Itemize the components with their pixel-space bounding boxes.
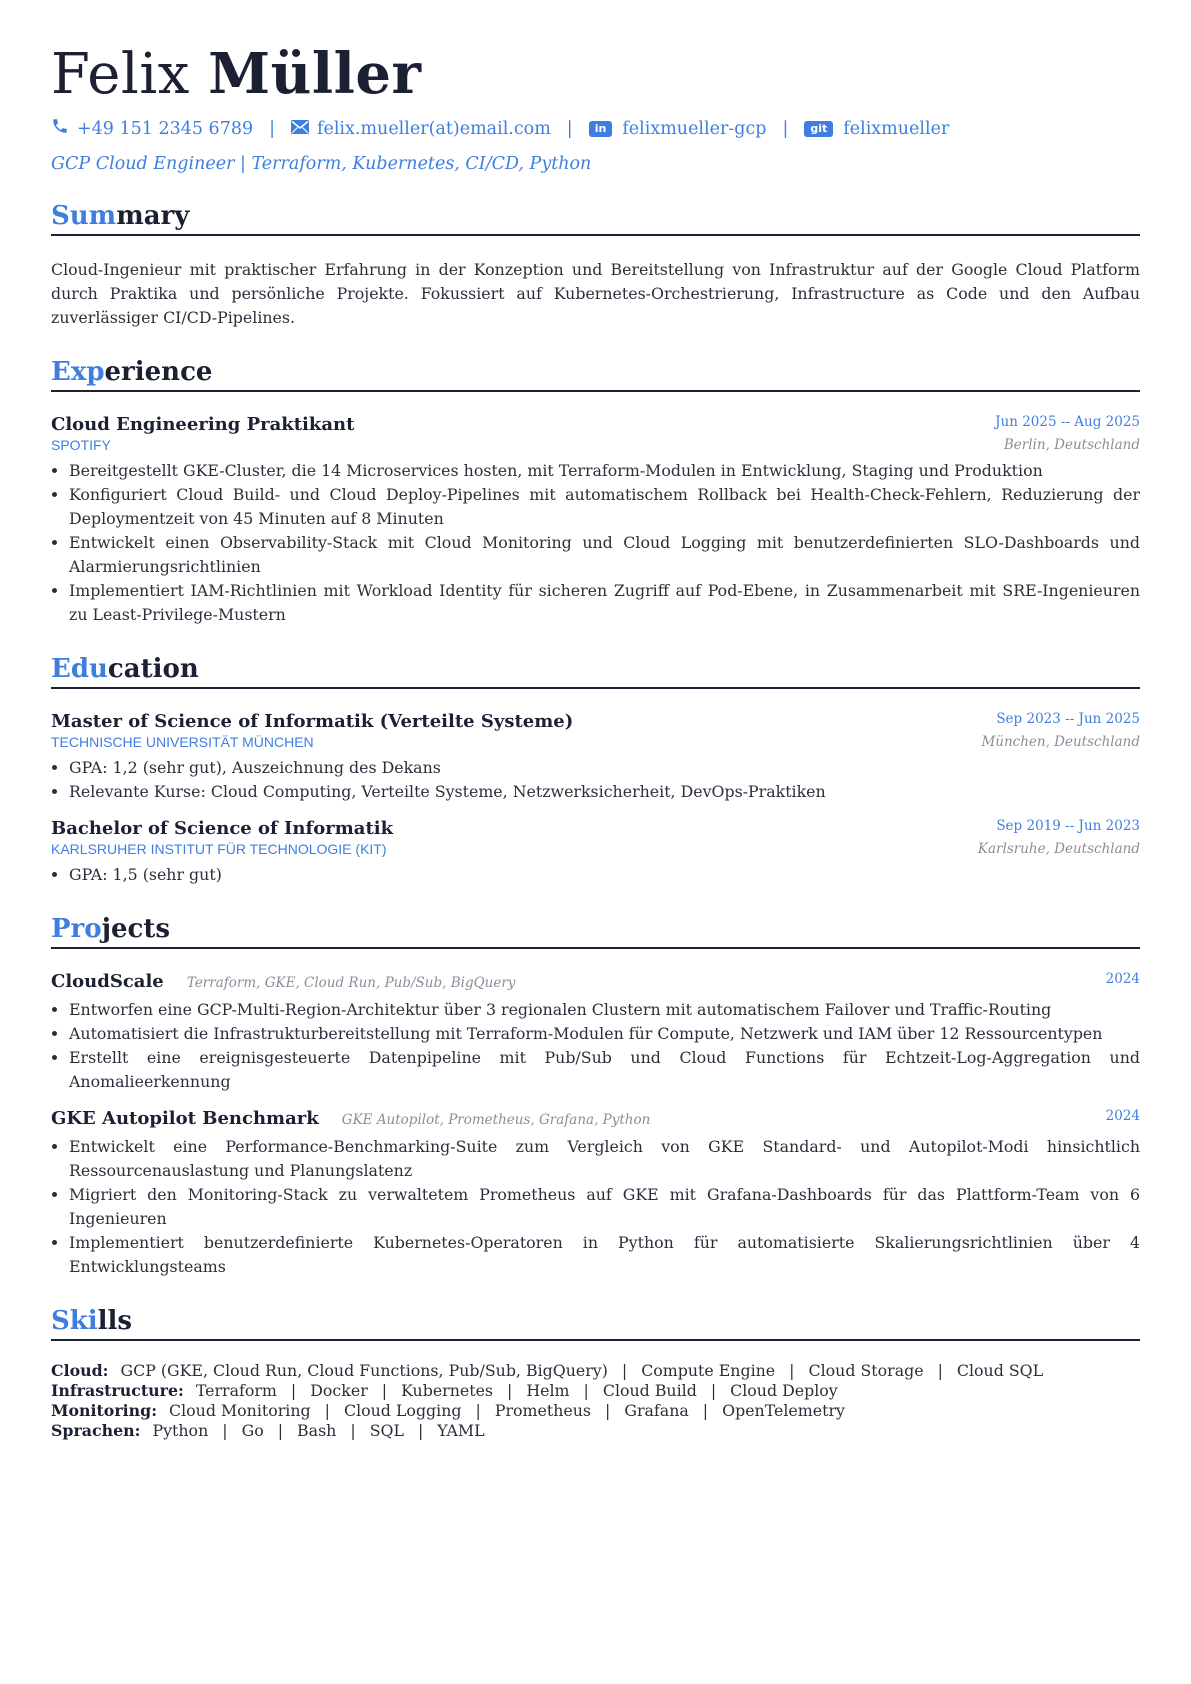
section-title: Projects bbox=[51, 913, 1140, 949]
skill-category: Monitoring: bbox=[51, 1401, 158, 1420]
skill-item: | SQL bbox=[336, 1421, 404, 1441]
date-range: Sep 2023 -- Jun 2025 bbox=[996, 711, 1140, 727]
git-icon: git bbox=[804, 121, 833, 137]
skill-item: | Cloud Storage bbox=[775, 1361, 923, 1381]
skill-item: | Cloud Build bbox=[570, 1381, 697, 1401]
bullet-item: • Implementiert benutzerdefinierte Kubernetes-Operatoren in Python für automatisierte Skalierungsrichtlinien über 4 Entwicklungsteams bbox=[69, 1231, 1140, 1279]
location: Berlin, Deutschland bbox=[1003, 437, 1140, 453]
bullet-item: • Migriert den Monitoring-Stack zu verwaltetem Prometheus auf GKE mit Grafana-Dashboards für das Plattform-Team von 6 Ingenieuren bbox=[69, 1183, 1140, 1231]
separator: | bbox=[566, 118, 573, 139]
separator: | bbox=[782, 118, 789, 139]
summary-text: Cloud-Ingenieur mit praktischer Erfahrung in der Konzeption und Bereitstellung von Infrastruktur auf der Google Cloud Platform durch Praktika und persönliche Projekte. Fokussiert auf Kubernetes-Orchestrierung, Infrastructure as Code und den Aufbau zuverlässiger CI/CD-Pipelines. bbox=[51, 260, 1140, 327]
project-year: 2024 bbox=[1105, 1108, 1140, 1124]
skill-row bbox=[51, 1381, 1140, 1401]
section-title: Summary bbox=[51, 200, 1140, 236]
projects-section bbox=[51, 913, 1140, 1279]
project-entry bbox=[51, 1108, 1140, 1279]
bullet-item: • Automatisiert die Infrastrukturbereitstellung mit Terraform-Modulen für Compute, Netzwerk und IAM über 12 Ressourcentypen bbox=[69, 1022, 1140, 1046]
skill-category: Sprachen: bbox=[51, 1421, 141, 1440]
github-contact[interactable] bbox=[804, 119, 949, 139]
bullet-item: • Entwickelt eine Performance-Benchmarking-Suite zum Vergleich von GKE Standard- und Autopilot-Modi hinsichtlich Ressourcenauslastung und Planungslatenz bbox=[69, 1135, 1140, 1183]
skill-item: | Cloud Deploy bbox=[697, 1381, 838, 1401]
skill-item: Terraform bbox=[195, 1381, 277, 1400]
skill-item: | Cloud SQL bbox=[924, 1361, 1044, 1381]
skill-item: | YAML bbox=[404, 1421, 485, 1441]
bullet-item: • Implementiert IAM-Richtlinien mit Workload Identity für sicheren Zugriff auf Pod-Ebene, in Zusammenarbeit mit SRE-Ingenieuren zu Least-Privilege-Mustern bbox=[69, 579, 1140, 627]
skill-item: | Prometheus bbox=[462, 1401, 592, 1421]
skill-row bbox=[51, 1361, 1140, 1381]
bullet-item: • Entworfen eine GCP-Multi-Region-Architektur über 3 regionalen Clustern mit automatischem Failover und Traffic-Routing bbox=[69, 998, 1140, 1022]
project-entry bbox=[51, 971, 1140, 1094]
location: Karlsruhe, Deutschland bbox=[977, 841, 1140, 857]
skill-item: | Grafana bbox=[591, 1401, 689, 1421]
linkedin-icon: in bbox=[589, 121, 613, 137]
email-address: felix.mueller(at)email.com bbox=[317, 118, 551, 139]
skills-list bbox=[51, 1361, 1140, 1441]
skill-item: | Helm bbox=[493, 1381, 569, 1401]
skill-row bbox=[51, 1421, 1140, 1441]
tech-stack: GKE Autopilot, Prometheus, Grafana, Python bbox=[341, 1112, 651, 1128]
education-entry bbox=[51, 818, 1140, 887]
envelope-icon bbox=[291, 119, 309, 139]
date-range: Sep 2019 -- Jun 2023 bbox=[996, 818, 1140, 834]
skill-item: | OpenTelemetry bbox=[689, 1401, 845, 1421]
project-year: 2024 bbox=[1105, 971, 1140, 987]
bullet-item: • Erstellt eine ereignisgesteuerte Datenpipeline mit Pub/Sub und Cloud Functions für Echtzeit-Log-Aggregation und Anomalieerkennung bbox=[69, 1046, 1140, 1094]
skill-row bbox=[51, 1401, 1140, 1421]
candidate-name bbox=[51, 38, 1140, 111]
skill-item: GCP (GKE, Cloud Run, Cloud Functions, Pub/Sub, BigQuery) bbox=[120, 1361, 608, 1380]
date-range: Jun 2025 -- Aug 2025 bbox=[995, 414, 1140, 430]
bullet-list bbox=[51, 756, 1140, 804]
last-name: Müller bbox=[208, 41, 422, 107]
skill-item: | Go bbox=[208, 1421, 263, 1441]
experience-entry bbox=[51, 414, 1140, 627]
phone-contact[interactable] bbox=[51, 117, 253, 140]
linkedin-handle: felixmueller-gcp bbox=[622, 118, 767, 139]
degree-title: Bachelor of Science of Informatik bbox=[51, 818, 394, 839]
skill-item: | Cloud Logging bbox=[311, 1401, 462, 1421]
linkedin-contact[interactable] bbox=[589, 119, 767, 139]
skill-category: Infrastructure: bbox=[51, 1381, 184, 1400]
bullet-item: • Konfiguriert Cloud Build- und Cloud Deploy-Pipelines mit automatischem Rollback bei Health-Check-Fehlern, Reduzierung der Deploymentzeit von 45 Minuten auf 8 Minuten bbox=[69, 483, 1140, 531]
experience-section bbox=[51, 356, 1140, 627]
bullet-list bbox=[51, 459, 1140, 627]
bullet-item: • Bereitgestellt GKE-Cluster, die 14 Microservices hosten, mit Terraform-Modulen in Entwicklung, Staging und Produktion bbox=[69, 459, 1140, 483]
skill-item: | Bash bbox=[264, 1421, 337, 1441]
tech-stack: Terraform, GKE, Cloud Run, Pub/Sub, BigQuery bbox=[186, 975, 516, 991]
job-title: Cloud Engineering Praktikant bbox=[51, 414, 355, 435]
skill-item: | Kubernetes bbox=[368, 1381, 493, 1401]
degree-title: Master of Science of Informatik (Verteilte Systeme) bbox=[51, 711, 574, 732]
skill-item: Cloud Monitoring bbox=[169, 1401, 311, 1420]
bullet-list bbox=[51, 863, 1140, 887]
skill-item: Python bbox=[152, 1421, 209, 1440]
project-title: CloudScale bbox=[51, 971, 164, 992]
section-title: Skills bbox=[51, 1305, 1140, 1341]
bullet-item: • Relevante Kurse: Cloud Computing, Verteilte Systeme, Netzwerksicherheit, DevOps-Praktiken bbox=[69, 780, 1140, 804]
education-entry bbox=[51, 711, 1140, 804]
education-section bbox=[51, 653, 1140, 887]
phone-icon bbox=[51, 117, 69, 140]
bullet-item: • Entwickelt einen Observability-Stack mit Cloud Monitoring und Cloud Logging mit benutzerdefinierten SLO-Dashboards und Alarmierungsrichtlinien bbox=[69, 531, 1140, 579]
section-title: Experience bbox=[51, 356, 1140, 392]
company-name: SPOTIFY bbox=[51, 437, 111, 453]
project-title: GKE Autopilot Benchmark bbox=[51, 1108, 319, 1129]
skill-item: | Docker bbox=[277, 1381, 368, 1401]
skill-item: | Compute Engine bbox=[608, 1361, 775, 1381]
github-handle: felixmueller bbox=[843, 118, 950, 139]
summary-section bbox=[51, 200, 1140, 330]
contact-line bbox=[51, 117, 1140, 140]
email-contact[interactable] bbox=[291, 119, 551, 139]
bullet-list bbox=[51, 998, 1140, 1094]
institution-name: KARLSRUHER INSTITUT FÜR TECHNOLOGIE (KIT) bbox=[51, 841, 387, 857]
phone-number: +49 151 2345 6789 bbox=[77, 118, 254, 139]
section-title: Education bbox=[51, 653, 1140, 689]
location: München, Deutschland bbox=[981, 734, 1140, 750]
institution-name: TECHNISCHE UNIVERSITÄT MÜNCHEN bbox=[51, 734, 314, 750]
bullet-item: • GPA: 1,5 (sehr gut) bbox=[69, 863, 1140, 887]
bullet-list bbox=[51, 1135, 1140, 1279]
skill-category: Cloud: bbox=[51, 1361, 109, 1380]
skills-section bbox=[51, 1305, 1140, 1441]
bullet-item: • GPA: 1,2 (sehr gut), Auszeichnung des Dekans bbox=[69, 756, 1140, 780]
first-name: Felix bbox=[51, 42, 190, 107]
separator: | bbox=[269, 118, 275, 139]
tagline: GCP Cloud Engineer | Terraform, Kubernetes, CI/CD, Python bbox=[51, 154, 592, 174]
